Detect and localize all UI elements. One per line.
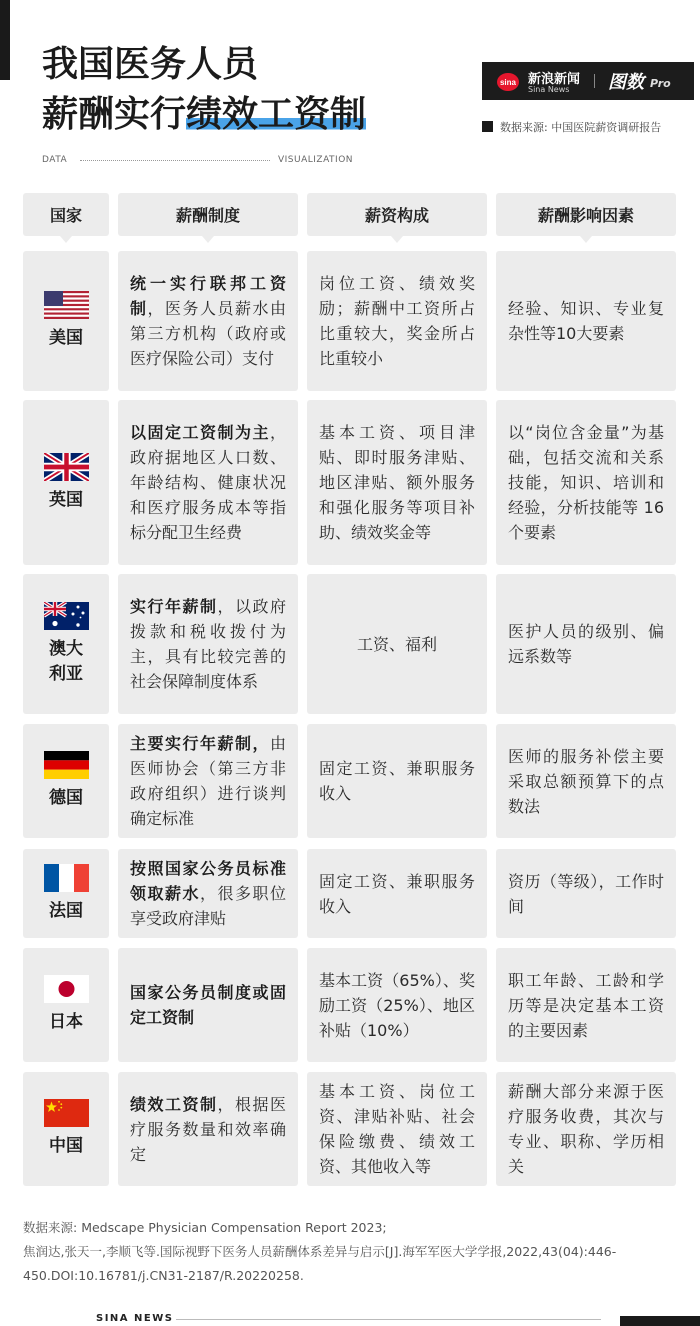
system-bold: 以固定工资制为主 — [130, 423, 270, 442]
composition-text: 固定工资、兼职服务收入 — [319, 759, 475, 803]
system-text: ，政府据地区人口数、年龄结构、健康状况和医疗服务成本等指标分配卫生经费 — [130, 423, 286, 542]
composition-cell — [307, 574, 487, 714]
factors-text: 薪酬大部分来源于医疗服务收费，其次与专业、职称、学历相关 — [508, 1082, 664, 1176]
composition-text: 基本工资、项目津贴、即时服务津贴、地区津贴、额外服务和强化服务等项目补助、绩效奖金等 — [319, 423, 475, 542]
country-cell — [23, 251, 109, 391]
brand-tushu: 图数 — [608, 72, 644, 93]
system-cell — [118, 251, 298, 391]
square-bullet-icon — [482, 121, 493, 132]
visualization-label: VISUALIZATION — [278, 155, 354, 165]
system-text: ，医务人员薪水由第三方机构（政府或医疗保险公司）支付 — [130, 299, 286, 368]
system-text: 由医师协会（第三方非政府组织）进行谈判确定标准 — [130, 734, 286, 828]
footer-line-1: Medscape Physician Compensation Report 2023; — [81, 1220, 387, 1235]
header-country: 国家 — [23, 193, 109, 236]
composition-cell — [307, 251, 487, 391]
country-cell — [23, 1072, 109, 1186]
corner-decoration — [0, 0, 10, 80]
brand-sina-cn: 新浪新闻 — [528, 72, 581, 87]
bottom-divider — [176, 1319, 601, 1320]
country-name: 德国 — [49, 788, 83, 808]
composition-cell — [307, 849, 487, 938]
system-text: ，以政府拨款和税收拨付为主，具有比较完善的社会保障制度体系 — [130, 597, 286, 691]
system-bold: 绩效工资制 — [130, 1094, 218, 1114]
system-text: ，根据医疗服务数量和效率确定 — [130, 1094, 286, 1164]
country-cell — [23, 849, 109, 938]
country-name: 法国 — [49, 900, 83, 921]
factors-cell — [496, 948, 676, 1062]
system-bold: 实行年薪制 — [130, 597, 218, 616]
footer-line-2: 焦润达,张天一,李顺飞等.国际视野下医务人员薪酬体系差异与启示[J].海军军医大学学报,2022,43(04):446-450.DOI:10.16781/j.CN31-2187/R.20220258. — [23, 1244, 617, 1283]
composition-cell — [307, 724, 487, 838]
system-cell — [118, 1072, 298, 1186]
composition-text: 基本工资（65%）、奖励工资（25%）、地区补贴（10%） — [319, 970, 475, 1040]
country-cell — [23, 400, 109, 565]
usa-flag-icon — [44, 291, 89, 319]
factors-cell — [496, 724, 676, 838]
corner-decoration-bottom — [620, 1316, 700, 1326]
factors-cell — [496, 400, 676, 565]
japan-flag-icon — [44, 975, 89, 1003]
sina-logo-icon — [496, 70, 520, 92]
country-name: 美国 — [49, 328, 83, 348]
composition-cell — [307, 948, 487, 1062]
brand-sina-en: Sina News — [528, 85, 570, 94]
title-line-1: 我国医务人员 — [42, 44, 259, 85]
country-cell — [23, 948, 109, 1062]
system-cell — [118, 849, 298, 938]
system-text: ，很多职位享受政府津贴 — [130, 884, 286, 928]
factors-text: 经验、知识、专业复杂性等10大要素 — [508, 299, 664, 343]
country-name: 日本 — [49, 1012, 83, 1032]
composition-cell — [307, 400, 487, 565]
dotted-divider — [80, 160, 270, 161]
australia-flag-icon — [44, 602, 89, 630]
page-title — [42, 40, 366, 140]
factors-text: 以“岗位含金量”为基础，包括交流和关系技能，知识、培训和经验，分析技能等 16 个要素 — [508, 423, 664, 542]
source-note — [482, 119, 661, 135]
uk-flag-icon — [44, 453, 89, 481]
factors-cell — [496, 574, 676, 714]
brand-badge — [482, 62, 694, 100]
country-name: 中国 — [49, 1136, 83, 1156]
france-flag-icon — [44, 864, 89, 892]
system-cell — [118, 948, 298, 1062]
composition-text: 基本工资、岗位工资、津贴补贴、社会保险缴费、绩效工资、其他收入等 — [319, 1082, 475, 1176]
system-cell — [118, 574, 298, 714]
country-name: 澳大利亚 — [49, 638, 83, 684]
factors-cell — [496, 251, 676, 391]
header-composition: 薪资构成 — [307, 193, 487, 236]
country-cell — [23, 724, 109, 838]
header-factors: 薪酬影响因素 — [496, 193, 676, 236]
country-name: 英国 — [49, 489, 83, 510]
factors-cell — [496, 1072, 676, 1186]
system-bold: 主要实行年薪制， — [130, 734, 270, 753]
factors-text: 医护人员的级别、偏远系数等 — [508, 622, 664, 666]
composition-text: 工资、福利 — [356, 634, 437, 654]
title-highlight: 绩效工资制 — [186, 94, 367, 135]
sina-logo-text: sina — [499, 78, 517, 87]
composition-text: 固定工资、兼职服务收入 — [319, 871, 475, 916]
factors-text: 资历（等级），工作时间 — [508, 871, 664, 916]
data-label: DATA — [42, 155, 68, 165]
header-system: 薪酬制度 — [118, 193, 298, 236]
system-bold: 国家公务员制度或固定工资制 — [130, 983, 286, 1027]
brand-separator — [594, 74, 595, 88]
system-cell — [118, 400, 298, 565]
bottom-brand-label: SINA NEWS — [96, 1313, 174, 1324]
composition-cell — [307, 1072, 487, 1186]
system-bold: 按照国家公务员标准领取薪水 — [130, 859, 286, 903]
footer-source — [23, 1216, 663, 1288]
system-cell — [118, 724, 298, 838]
factors-cell — [496, 849, 676, 938]
source-note-text: 数据来源: 中国医院薪资调研报告 — [500, 121, 662, 134]
title-line-2 — [42, 90, 366, 140]
china-flag-icon — [44, 1099, 89, 1127]
germany-flag-icon — [44, 751, 89, 779]
system-bold: 统一实行联邦工资制 — [130, 274, 286, 318]
factors-text: 医师的服务补偿主要采取总额预算下的点数法 — [508, 746, 664, 816]
title-line-2-plain: 薪酬实行 — [42, 94, 187, 135]
brand-pro: Pro — [650, 77, 671, 90]
composition-text: 岗位工资、绩效奖励；薪酬中工资所占比重较大，奖金所占比重较小 — [319, 274, 475, 368]
factors-text: 职工年龄、工龄和学历等是决定基本工资的主要因素 — [508, 970, 664, 1040]
country-cell — [23, 574, 109, 714]
footer-label: 数据来源: — [23, 1220, 82, 1235]
